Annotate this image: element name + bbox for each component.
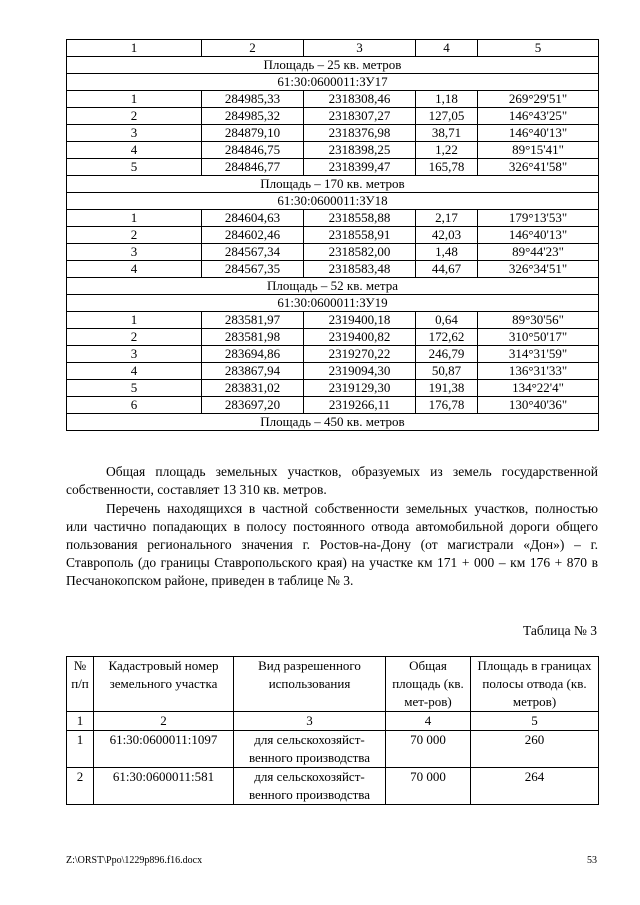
land-header-cell: Кадастровый номер земельного участка: [94, 657, 234, 712]
coord-cell: 89°44'23": [478, 244, 599, 261]
coord-cell: 3: [67, 244, 202, 261]
coord-row: [67, 244, 599, 261]
coord-cell: 172,62: [416, 329, 478, 346]
area-cell: Площадь – 25 кв. метров: [67, 57, 599, 74]
coord-cell: 284985,32: [202, 108, 304, 125]
land-cell: 260: [471, 731, 599, 768]
coord-cell: 4: [67, 142, 202, 159]
coord-row: [67, 108, 599, 125]
coords-header-cell: 2: [202, 40, 304, 57]
plot-id-cell: 61:30:0600011:ЗУ18: [67, 193, 599, 210]
land-cell: 264: [471, 768, 599, 805]
coord-cell: 326°41'58": [478, 159, 599, 176]
footer-page-number: 53: [587, 855, 597, 866]
coord-cell: 284879,10: [202, 125, 304, 142]
land-header-cell: № п/п: [67, 657, 94, 712]
coord-row: [67, 142, 599, 159]
coord-cell: 176,78: [416, 397, 478, 414]
coord-cell: 179°13'53": [478, 210, 599, 227]
coord-cell: 314°31'59": [478, 346, 599, 363]
coord-cell: 2318558,91: [304, 227, 416, 244]
coord-cell: 284846,77: [202, 159, 304, 176]
coord-cell: 2318558,88: [304, 210, 416, 227]
coord-cell: 2,17: [416, 210, 478, 227]
plot-id-row: [67, 74, 599, 91]
land-cell: 1: [67, 731, 94, 768]
coord-cell: 89°30'56": [478, 312, 599, 329]
plot-id-cell: 61:30:0600011:ЗУ19: [67, 295, 599, 312]
coord-cell: 283867,94: [202, 363, 304, 380]
coord-cell: 2318399,47: [304, 159, 416, 176]
coord-cell: 2318583,48: [304, 261, 416, 278]
land-plots-table: [66, 656, 599, 805]
coord-cell: 2319400,18: [304, 312, 416, 329]
coord-row: [67, 380, 599, 397]
coord-cell: 284567,34: [202, 244, 304, 261]
land-cell: для сельскохозяйст-венного производства: [234, 768, 386, 805]
land-number-cell: 4: [386, 712, 471, 731]
area-row: [67, 278, 599, 295]
coord-cell: 1,22: [416, 142, 478, 159]
coord-cell: 246,79: [416, 346, 478, 363]
area-cell: Площадь – 52 кв. метра: [67, 278, 599, 295]
land-header-cell: Вид разрешенного использования: [234, 657, 386, 712]
coord-cell: 2319270,22: [304, 346, 416, 363]
coord-cell: 3: [67, 125, 202, 142]
coord-cell: 283581,98: [202, 329, 304, 346]
coord-cell: 284567,35: [202, 261, 304, 278]
coord-cell: 2: [67, 108, 202, 125]
coord-cell: 5: [67, 380, 202, 397]
land-cell: 70 000: [386, 731, 471, 768]
coord-cell: 2318307,27: [304, 108, 416, 125]
land-header-cell: Общая площадь (кв. мет-ров): [386, 657, 471, 712]
coord-cell: 284846,75: [202, 142, 304, 159]
coords-header-cell: 3: [304, 40, 416, 57]
coords-header-cell: 1: [67, 40, 202, 57]
land-cell: 61:30:0600011:581: [94, 768, 234, 805]
coord-cell: 146°43'25": [478, 108, 599, 125]
plot-id-row: [67, 193, 599, 210]
land-cell: 2: [67, 768, 94, 805]
coord-row: [67, 312, 599, 329]
coord-cell: 50,87: [416, 363, 478, 380]
coords-header-cell: 5: [478, 40, 599, 57]
coord-cell: 134°22'4": [478, 380, 599, 397]
coords-header-cell: 4: [416, 40, 478, 57]
coord-cell: 2319094,30: [304, 363, 416, 380]
land-number-cell: 2: [94, 712, 234, 731]
coord-cell: 326°34'51": [478, 261, 599, 278]
land-cell: для сельскохозяйст-венного производства: [234, 731, 386, 768]
coord-cell: 2318582,00: [304, 244, 416, 261]
coord-cell: 136°31'33": [478, 363, 599, 380]
coord-cell: 3: [67, 346, 202, 363]
land-header-row: [67, 657, 599, 712]
coord-cell: 165,78: [416, 159, 478, 176]
land-number-cell: 3: [234, 712, 386, 731]
coord-cell: 0,64: [416, 312, 478, 329]
coord-cell: 44,67: [416, 261, 478, 278]
total-area-paragraph: Общая площадь земельных участков, образуемых из земель государственной собственности, составляет 13 310 кв. метров.: [66, 464, 598, 497]
coord-cell: 2319129,30: [304, 380, 416, 397]
coord-cell: 191,38: [416, 380, 478, 397]
coord-cell: 269°29'51": [478, 91, 599, 108]
coord-cell: 130°40'36": [478, 397, 599, 414]
coord-cell: 284604,63: [202, 210, 304, 227]
coord-cell: 89°15'41": [478, 142, 599, 159]
area-row: [67, 57, 599, 74]
area-row: [67, 176, 599, 193]
coord-cell: 1,18: [416, 91, 478, 108]
plot-id-cell: 61:30:0600011:ЗУ17: [67, 74, 599, 91]
area-cell: Площадь – 170 кв. метров: [67, 176, 599, 193]
land-cell: 70 000: [386, 768, 471, 805]
land-number-cell: 5: [471, 712, 599, 731]
coord-cell: 2319266,11: [304, 397, 416, 414]
coord-cell: 2318308,46: [304, 91, 416, 108]
coords-header-row: [67, 40, 599, 57]
coord-cell: 4: [67, 261, 202, 278]
coord-cell: 283831,02: [202, 380, 304, 397]
plot-id-row: [67, 295, 599, 312]
coord-cell: 127,05: [416, 108, 478, 125]
coord-cell: 284602,46: [202, 227, 304, 244]
final-area-row: [67, 414, 599, 431]
coord-cell: 283581,97: [202, 312, 304, 329]
coord-cell: 1,48: [416, 244, 478, 261]
coord-cell: 5: [67, 159, 202, 176]
footer-file-path: Z:\ORST\Ppo\1229p896.f16.docx: [66, 855, 203, 866]
coord-cell: 38,71: [416, 125, 478, 142]
coord-row: [67, 363, 599, 380]
coord-cell: 4: [67, 363, 202, 380]
land-row: [67, 768, 599, 805]
coord-cell: 1: [67, 312, 202, 329]
coord-cell: 146°40'13": [478, 227, 599, 244]
land-number-cell: 1: [67, 712, 94, 731]
coord-row: [67, 346, 599, 363]
coord-row: [67, 210, 599, 227]
coord-cell: 146°40'13": [478, 125, 599, 142]
land-header-cell: Площадь в границах полосы отвода (кв. метров): [471, 657, 599, 712]
coordinates-table: [66, 39, 599, 431]
coord-row: [67, 329, 599, 346]
coord-cell: 42,03: [416, 227, 478, 244]
coord-cell: 2318376,98: [304, 125, 416, 142]
coord-cell: 1: [67, 91, 202, 108]
coord-cell: 283694,86: [202, 346, 304, 363]
table-caption: Таблица № 3: [523, 623, 597, 638]
coord-cell: 283697,20: [202, 397, 304, 414]
coord-row: [67, 91, 599, 108]
land-row: [67, 731, 599, 768]
coord-cell: 2: [67, 227, 202, 244]
coord-cell: 2318398,25: [304, 142, 416, 159]
coord-row: [67, 397, 599, 414]
coord-cell: 6: [67, 397, 202, 414]
coord-cell: 2: [67, 329, 202, 346]
coord-row: [67, 261, 599, 278]
final-area-cell: Площадь – 450 кв. метров: [67, 414, 599, 431]
coord-row: [67, 227, 599, 244]
coord-cell: 284985,33: [202, 91, 304, 108]
coord-row: [67, 125, 599, 142]
coord-cell: 1: [67, 210, 202, 227]
land-number-row: [67, 712, 599, 731]
land-cell: 61:30:0600011:1097: [94, 731, 234, 768]
coord-row: [67, 159, 599, 176]
private-land-paragraph: Перечень находящихся в частной собственности земельных участков, полностью или частично попадающих в полосу постоянного отвода автомобильной дороги общего пользования регионального значения г. Ростов-на-Дону (от магистрали «Дон») – г. Ставрополь (до границы Ставропольского края) на участке км 171 + 000 – км 176 + 870 в Песчанокопском районе, приведен в таблице № 3.: [66, 501, 598, 588]
coord-cell: 2319400,82: [304, 329, 416, 346]
coord-cell: 310°50'17": [478, 329, 599, 346]
